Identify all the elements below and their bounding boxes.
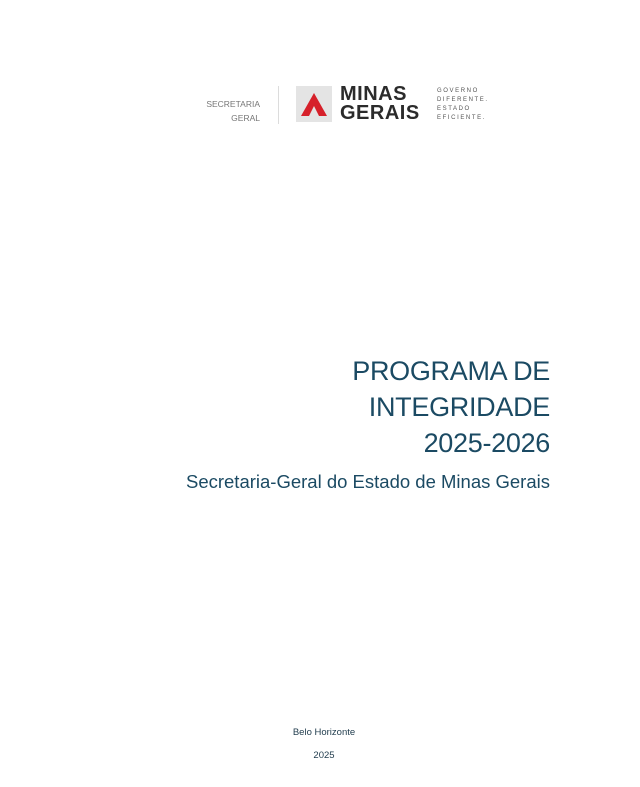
logo-tagline-line-4: EFICIENTE. [437,115,487,121]
logo-tagline [437,87,489,123]
logo-tagline-line-1: GOVERNO [437,88,479,94]
department-line-2: GERAL [231,113,260,123]
department-label [190,97,260,125]
minas-gerais-logo [296,83,492,124]
footer-city: Belo Horizonte [292,727,356,738]
page-header [0,0,640,140]
header-divider [278,86,279,124]
logo-word-gerais: GERAIS [340,102,420,124]
department-line-1: SECRETARIA [206,99,260,109]
footer-year: 2025 [313,750,335,761]
logo-tagline-line-2: DIFERENTE. [437,97,489,103]
logo-wordmark [340,85,420,123]
logo-tagline-line-3: ESTADO [437,106,471,112]
document-subtitle: Secretaria-Geral do Estado de Minas Gerais [185,471,550,492]
red-triangle-icon [296,86,332,122]
title-line-3: 2025-2026 [423,428,550,458]
title-line-2: INTEGRIDADE [368,392,550,422]
document-title [352,353,550,461]
logo-word-minas: MINAS [340,83,407,105]
title-line-1: PROGRAMA DE [352,356,550,386]
logo-mark [296,86,332,122]
